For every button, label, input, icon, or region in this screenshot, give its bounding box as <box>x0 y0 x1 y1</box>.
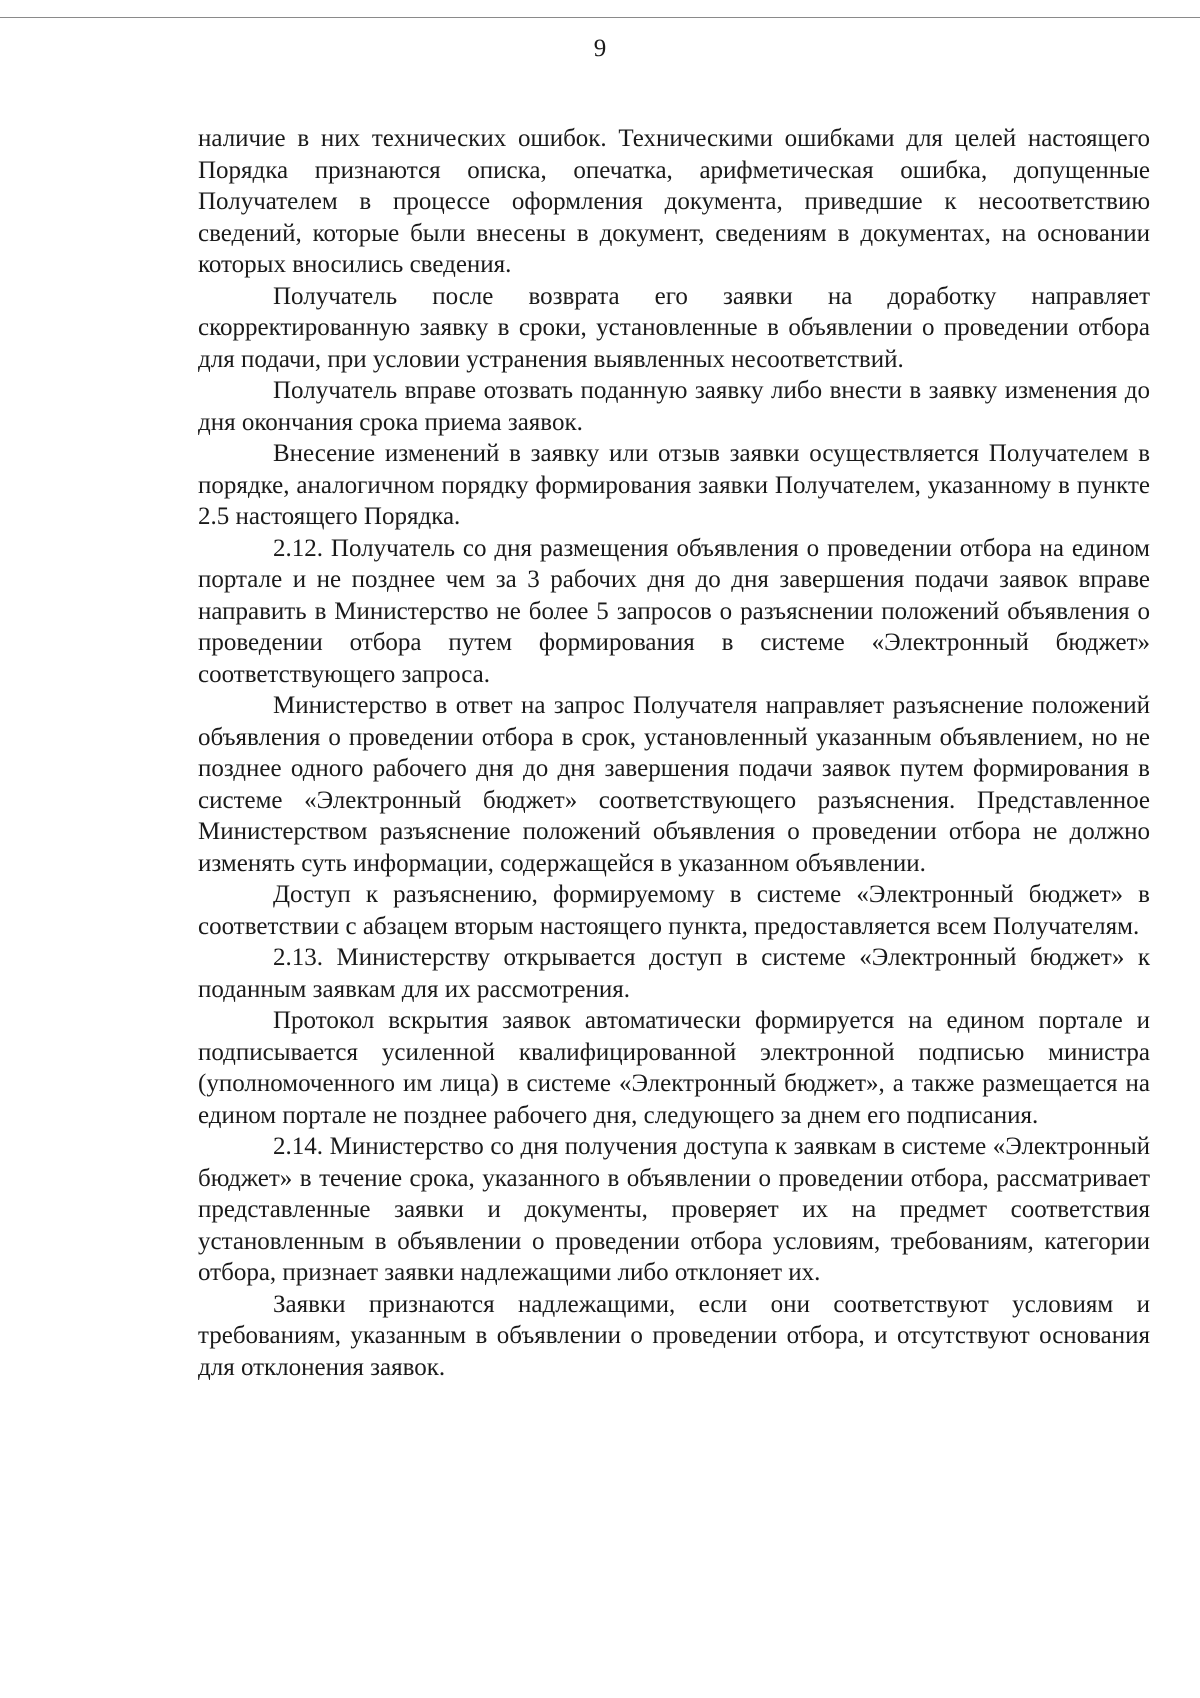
document-body <box>198 123 1150 1383</box>
paragraph-clause-2-14: 2.14. Министерство со дня получения доступа к заявкам в системе «Электронный бюджет» в течение срока, указанного в объявлении о проведении отбора, рассматривает представленные заявки и документы, проверяет их на предмет соответствия установленным в объявлении о проведении отбора условиям, требованиям, категории отбора, признает заявки надлежащими либо отклоняет их. <box>198 1133 1150 1286</box>
paragraph: Заявки признаются надлежащими, если они соответствуют условиям и требованиям, указанным в объявлении о проведении отбора, и отсутствуют основания для отклонения заявок. <box>198 1290 1150 1381</box>
page-number: 9 <box>593 35 607 62</box>
paragraph: Получатель после возврата его заявки на доработку направляет скорректированную заявку в сроки, установленные в объявлении о проведении отбора для подачи, при условии устранения выявленных несоответствий. <box>198 282 1150 373</box>
paragraph: Протокол вскрытия заявок автоматически формируется на едином портале и подписывается усиленной квалифицированной электронной подписью министра (уполномоченного им лица) в системе «Электронный бюджет», а также размещается на едином портале не позднее рабочего дня, следующего за днем его подписания. <box>198 1007 1150 1129</box>
paragraph-continuation: наличие в них технических ошибок. Техническими ошибками для целей настоящего Порядка признаются описка, опечатка, арифметическая ошибка, допущенные Получателем в процессе оформления документа, приведшие к несоответствию сведений, которые были внесены в документ, сведениям в документах, на основании которых вносились сведения. <box>198 125 1150 278</box>
paragraph: Получатель вправе отозвать поданную заявку либо внести в заявку изменения до дня окончания срока приема заявок. <box>198 377 1150 436</box>
paragraph: Министерство в ответ на запрос Получателя направляет разъяснение положений объявления о проведении отбора в срок, установленный указанным объявлением, но не позднее одного рабочего дня до дня завершения подачи заявок путем формирования в системе «Электронный бюджет» соответствующего разъяснения. Представленное Министерством разъяснение положений объявления о проведении отбора не должно изменять суть информации, содержащейся в указанном объявлении. <box>198 692 1150 877</box>
paragraph: Доступ к разъяснению, формируемому в системе «Электронный бюджет» в соответствии с абзацем вторым настоящего пункта, предоставляется всем Получателям. <box>198 881 1150 940</box>
paragraph-clause-2-13: 2.13. Министерству открывается доступ в системе «Электронный бюджет» к поданным заявкам для их рассмотрения. <box>198 944 1150 1003</box>
paragraph-clause-2-12: 2.12. Получатель со дня размещения объявления о проведении отбора на едином портале и не позднее чем за 3 рабочих дня до дня завершения подачи заявок вправе направить в Министерство не более 5 запросов о разъяснении положений объявления о проведении отбора путем формирования в системе «Электронный бюджет» соответствующего запроса. <box>198 534 1150 688</box>
top-scan-rule <box>0 17 1200 18</box>
paragraph: Внесение изменений в заявку или отзыв заявки осуществляется Получателем в порядке, аналогичном порядку формирования заявки Получателем, указанному в пункте 2.5 настоящего Порядка. <box>198 440 1150 530</box>
